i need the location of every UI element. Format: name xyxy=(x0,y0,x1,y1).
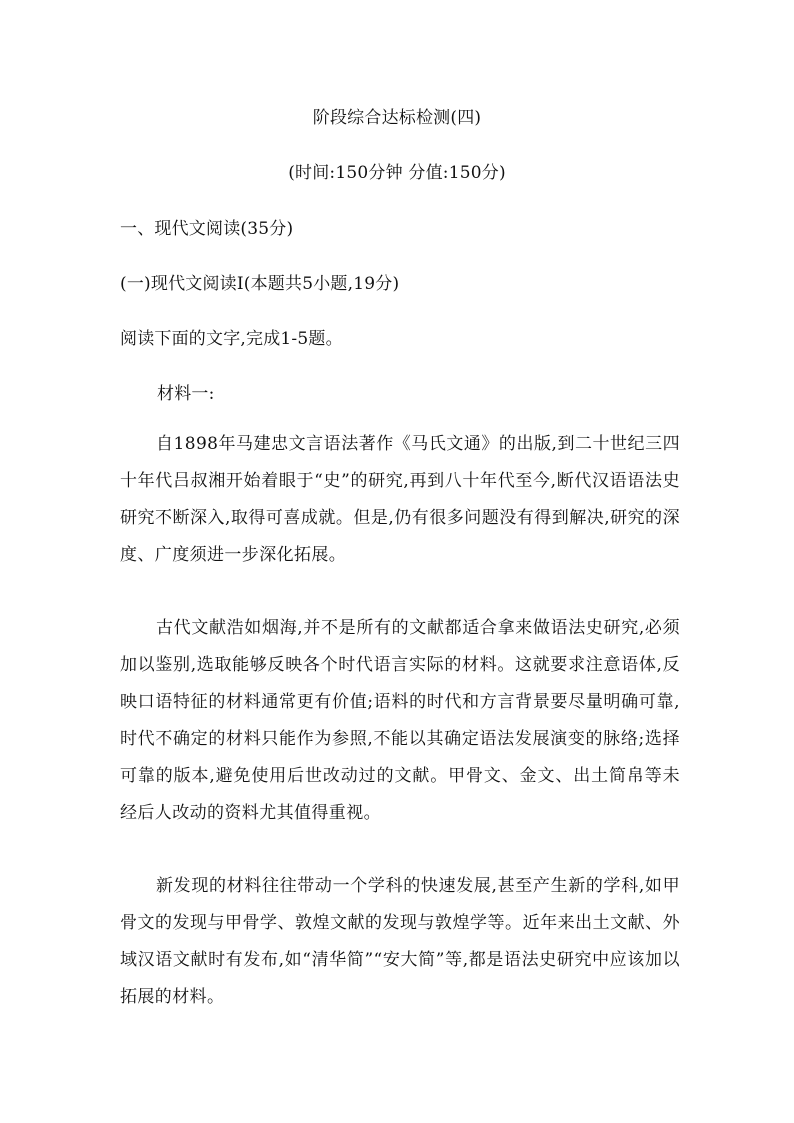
document-title: 阶段综合达标检测(四) xyxy=(312,108,482,128)
paragraph-2: 古代文献浩如烟海,并不是所有的文献都适合拿来做语法史研究,必须加以鉴别,选取能够反映各个时代语言实际的材料。这就要求注意语体,反映口语特征的材料通常更有价值;语料的时代和方言背景要尽量明确可靠,时代不确定的材料只能作为参照,不能以其确定语法发展演变的脉络;选择可靠的版本,避免使用后世改动过的文献。甲骨文、金文、出土简帛等未经后人改动的资料尤其值得重视。 xyxy=(120,618,680,823)
paragraph-3: 新发现的材料往往带动一个学科的快速发展,甚至产生新的学科,如甲骨文的发现与甲骨学、敦煌文献的发现与敦煌学等。近年来出土文献、外域汉语文献时有发布,如“清华简”“安大简”等,都是语法史研究中应该加以拓展的材料。 xyxy=(120,876,680,1007)
subsection-heading: (一)现代文阅读Ⅰ(本题共5小题,19分) xyxy=(120,274,400,294)
section-heading: 一、现代文阅读(35分) xyxy=(120,219,294,239)
material-label: 材料一: xyxy=(157,384,215,404)
document-subtitle: (时间:150分钟 分值:150分) xyxy=(288,163,506,183)
paragraph-1: 自1898年马建忠文言语法著作《马氏文通》的出版,到二十世纪三四十年代吕叔湘开始着眼于“史”的研究,再到八十年代至今,断代汉语语法史研究不断深入,取得可喜成就。但是,仍有很多问题没有得到解决,研究的深度、广度须进一步深化拓展。 xyxy=(120,434,680,565)
instruction-text: 阅读下面的文字,完成1-5题。 xyxy=(120,329,343,349)
